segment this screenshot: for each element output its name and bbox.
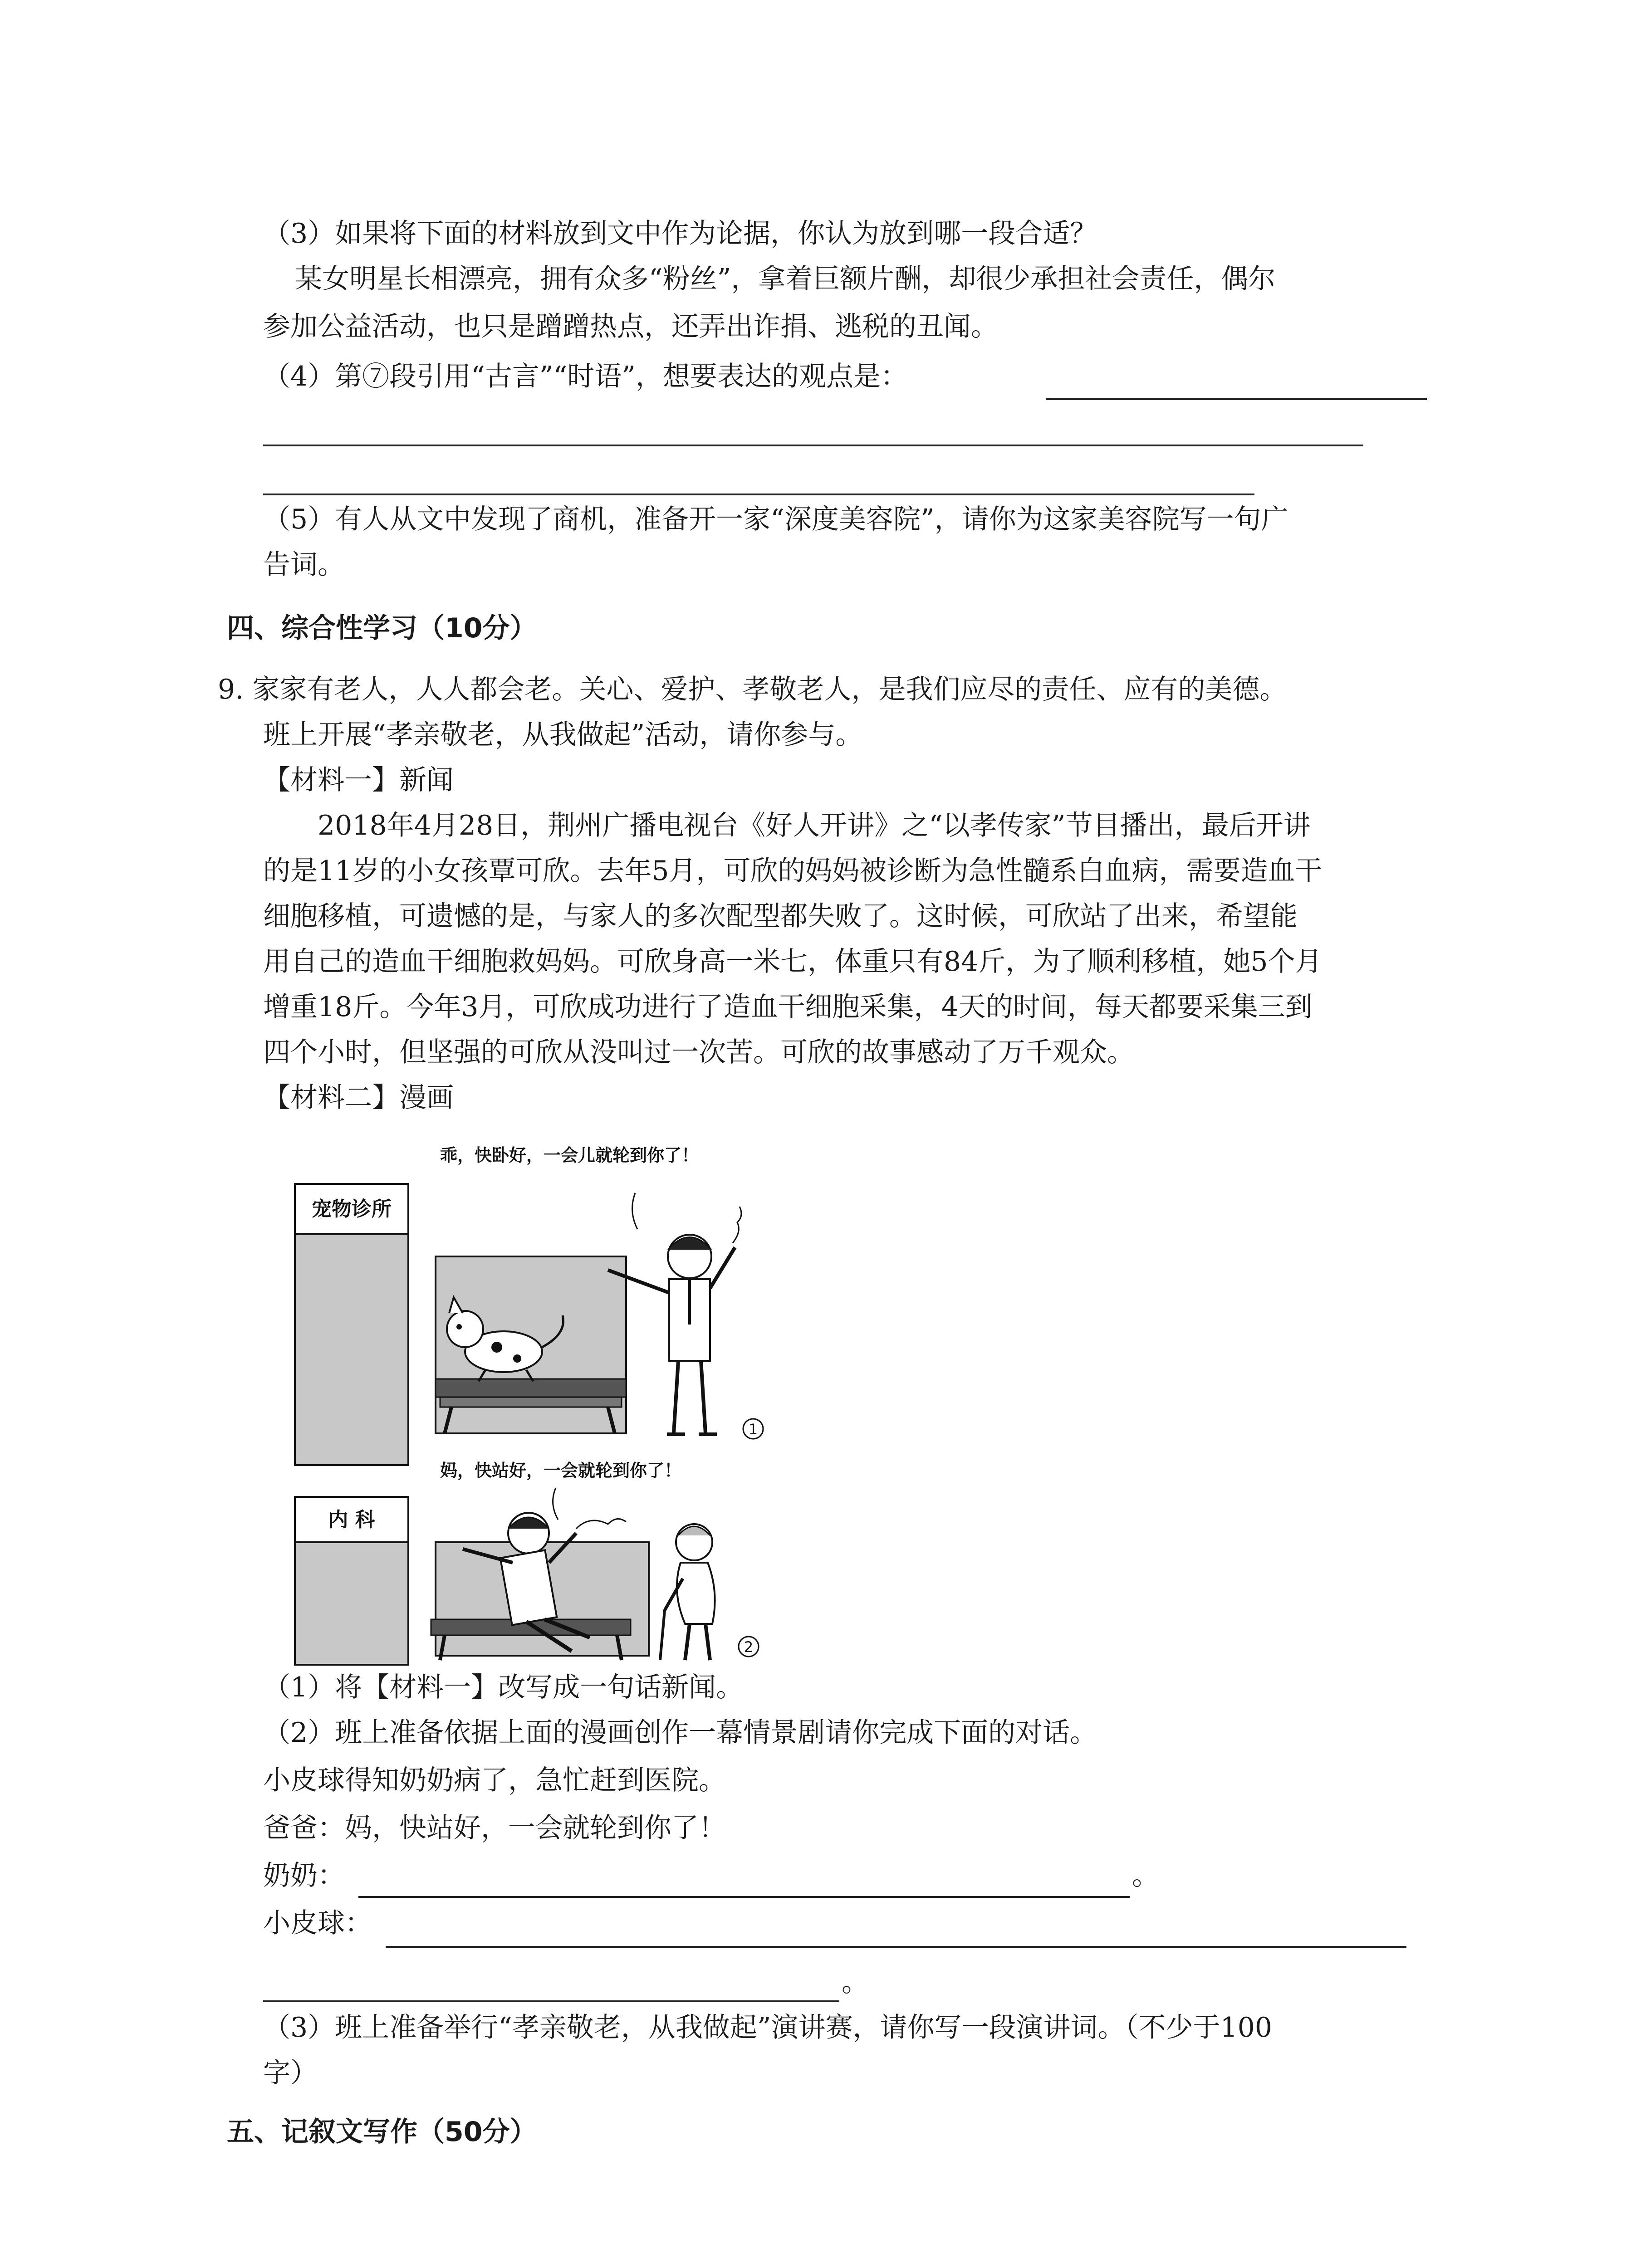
material-1-line-1: 2018年4月28日，荆州广播电视台《好人开讲》之“以孝传家”节目播出，最后开讲 xyxy=(318,810,1311,841)
question-3-prompt: （3）如果将下面的材料放到文中作为论据，你认为放到哪一段合适？ xyxy=(263,218,1097,249)
answer-line-q4-b[interactable] xyxy=(263,445,1363,446)
panel-1-bench-rail xyxy=(440,1397,622,1407)
material-1-line-5: 增重18斤。今年3月，可欣成功进行了造血干细胞采集，4天的时间，每天都要采集三到 xyxy=(263,991,1313,1023)
man-figure-standing xyxy=(608,1193,741,1434)
grandma-period: 。 xyxy=(1132,1860,1159,1892)
grandmother-figure xyxy=(660,1524,715,1660)
panel-2-number: 2 xyxy=(744,1638,754,1656)
panel-1-bench-seat xyxy=(436,1379,626,1397)
pet-clinic-door-panel xyxy=(295,1234,408,1465)
grandma-label: 奶奶： xyxy=(263,1860,345,1892)
material-1-line-6: 四个小时，但坚强的可欣从没叫过一次苦。可欣的故事感动了万千观众。 xyxy=(263,1036,1134,1068)
question-3-material-line-1: 某女明星长相漂亮，拥有众多“粉丝”，拿着巨额片酬，却很少承担社会责任，偶尔 xyxy=(295,263,1276,295)
question-9-intro-line-2: 班上开展“孝亲敬老，从我做起”活动，请你参与。 xyxy=(263,719,863,751)
answer-line-pipi-a[interactable] xyxy=(386,1946,1406,1948)
answer-line-pipi-b[interactable] xyxy=(263,2000,839,2002)
section-4-heading: 四、综合性学习（10分） xyxy=(227,612,537,644)
question-3-speech-line-2: 字） xyxy=(263,2057,318,2089)
question-4-prompt: （4）第⑦段引用“古言”“时语”，想要表达的观点是： xyxy=(263,361,908,392)
question-1-prompt: （1）将【材料一】改写成一句话新闻。 xyxy=(263,1672,744,1703)
answer-line-q4-c[interactable] xyxy=(263,494,1254,495)
section-5-heading: 五、记叙文写作（50分） xyxy=(227,2116,537,2148)
material-1-line-4: 用自己的造血干细胞救妈妈。可欣身高一米七，体重只有84斤，为了顺利移植，她5个月 xyxy=(263,946,1323,978)
material-1-title: 【材料一】新闻 xyxy=(263,764,454,796)
answer-line-grandma[interactable] xyxy=(358,1896,1130,1898)
pipi-label: 小皮球： xyxy=(263,1907,372,1939)
question-9-intro-line-1: 9. 家家有老人，人人都会老。关心、爱护、孝敬老人，是我们应尽的责任、应有的美德。 xyxy=(218,674,1287,705)
panel-1-number: 1 xyxy=(748,1421,758,1438)
internal-medicine-sign-text: 内 科 xyxy=(328,1508,375,1531)
material-1-line-2: 的是11岁的小女孩覃可欣。去年5月，可欣的妈妈被诊断为急性髓系白血病，需要造血干 xyxy=(263,855,1323,887)
material-2-title: 【材料二】漫画 xyxy=(263,1082,454,1114)
pet-clinic-sign-text: 宠物诊所 xyxy=(312,1198,392,1221)
question-2-prompt: （2）班上准备依据上面的漫画创作一幕情景剧请你完成下面的对话。 xyxy=(263,1717,1097,1749)
question-5-line-1: （5）有人从文中发现了商机，准备开一家“深度美容院”，请你为这家美容院写一句广 xyxy=(263,503,1288,535)
internal-medicine-door-panel xyxy=(295,1542,408,1665)
dad-dialogue: 爸爸：妈，快站好，一会就轮到你了！ xyxy=(263,1812,726,1844)
answer-line-q4-a[interactable] xyxy=(1046,398,1427,400)
question-5-line-2: 告词。 xyxy=(263,549,345,581)
pipi-period: 。 xyxy=(842,1966,869,1998)
material-1-line-3: 细胞移植，可遗憾的是，与家人的多次配型都失败了。这时候，可欣站了出来，希望能 xyxy=(263,900,1298,932)
comic-illustration xyxy=(290,1134,798,1674)
scene-description: 小皮球得知奶奶病了，急忙赶到医院。 xyxy=(263,1765,726,1796)
question-3-speech-line-1: （3）班上准备举行“孝亲敬老，从我做起”演讲赛，请你写一段演讲词。（不少于100 xyxy=(263,2012,1273,2043)
panel-2-caption: 妈，快站好，一会就轮到你了！ xyxy=(440,1461,682,1481)
panel-1-caption: 乖，快卧好，一会儿就轮到你了！ xyxy=(440,1145,699,1165)
question-3-material-line-2: 参加公益活动，也只是蹭蹭热点，还弄出诈捐、逃税的丑闻。 xyxy=(263,311,998,342)
